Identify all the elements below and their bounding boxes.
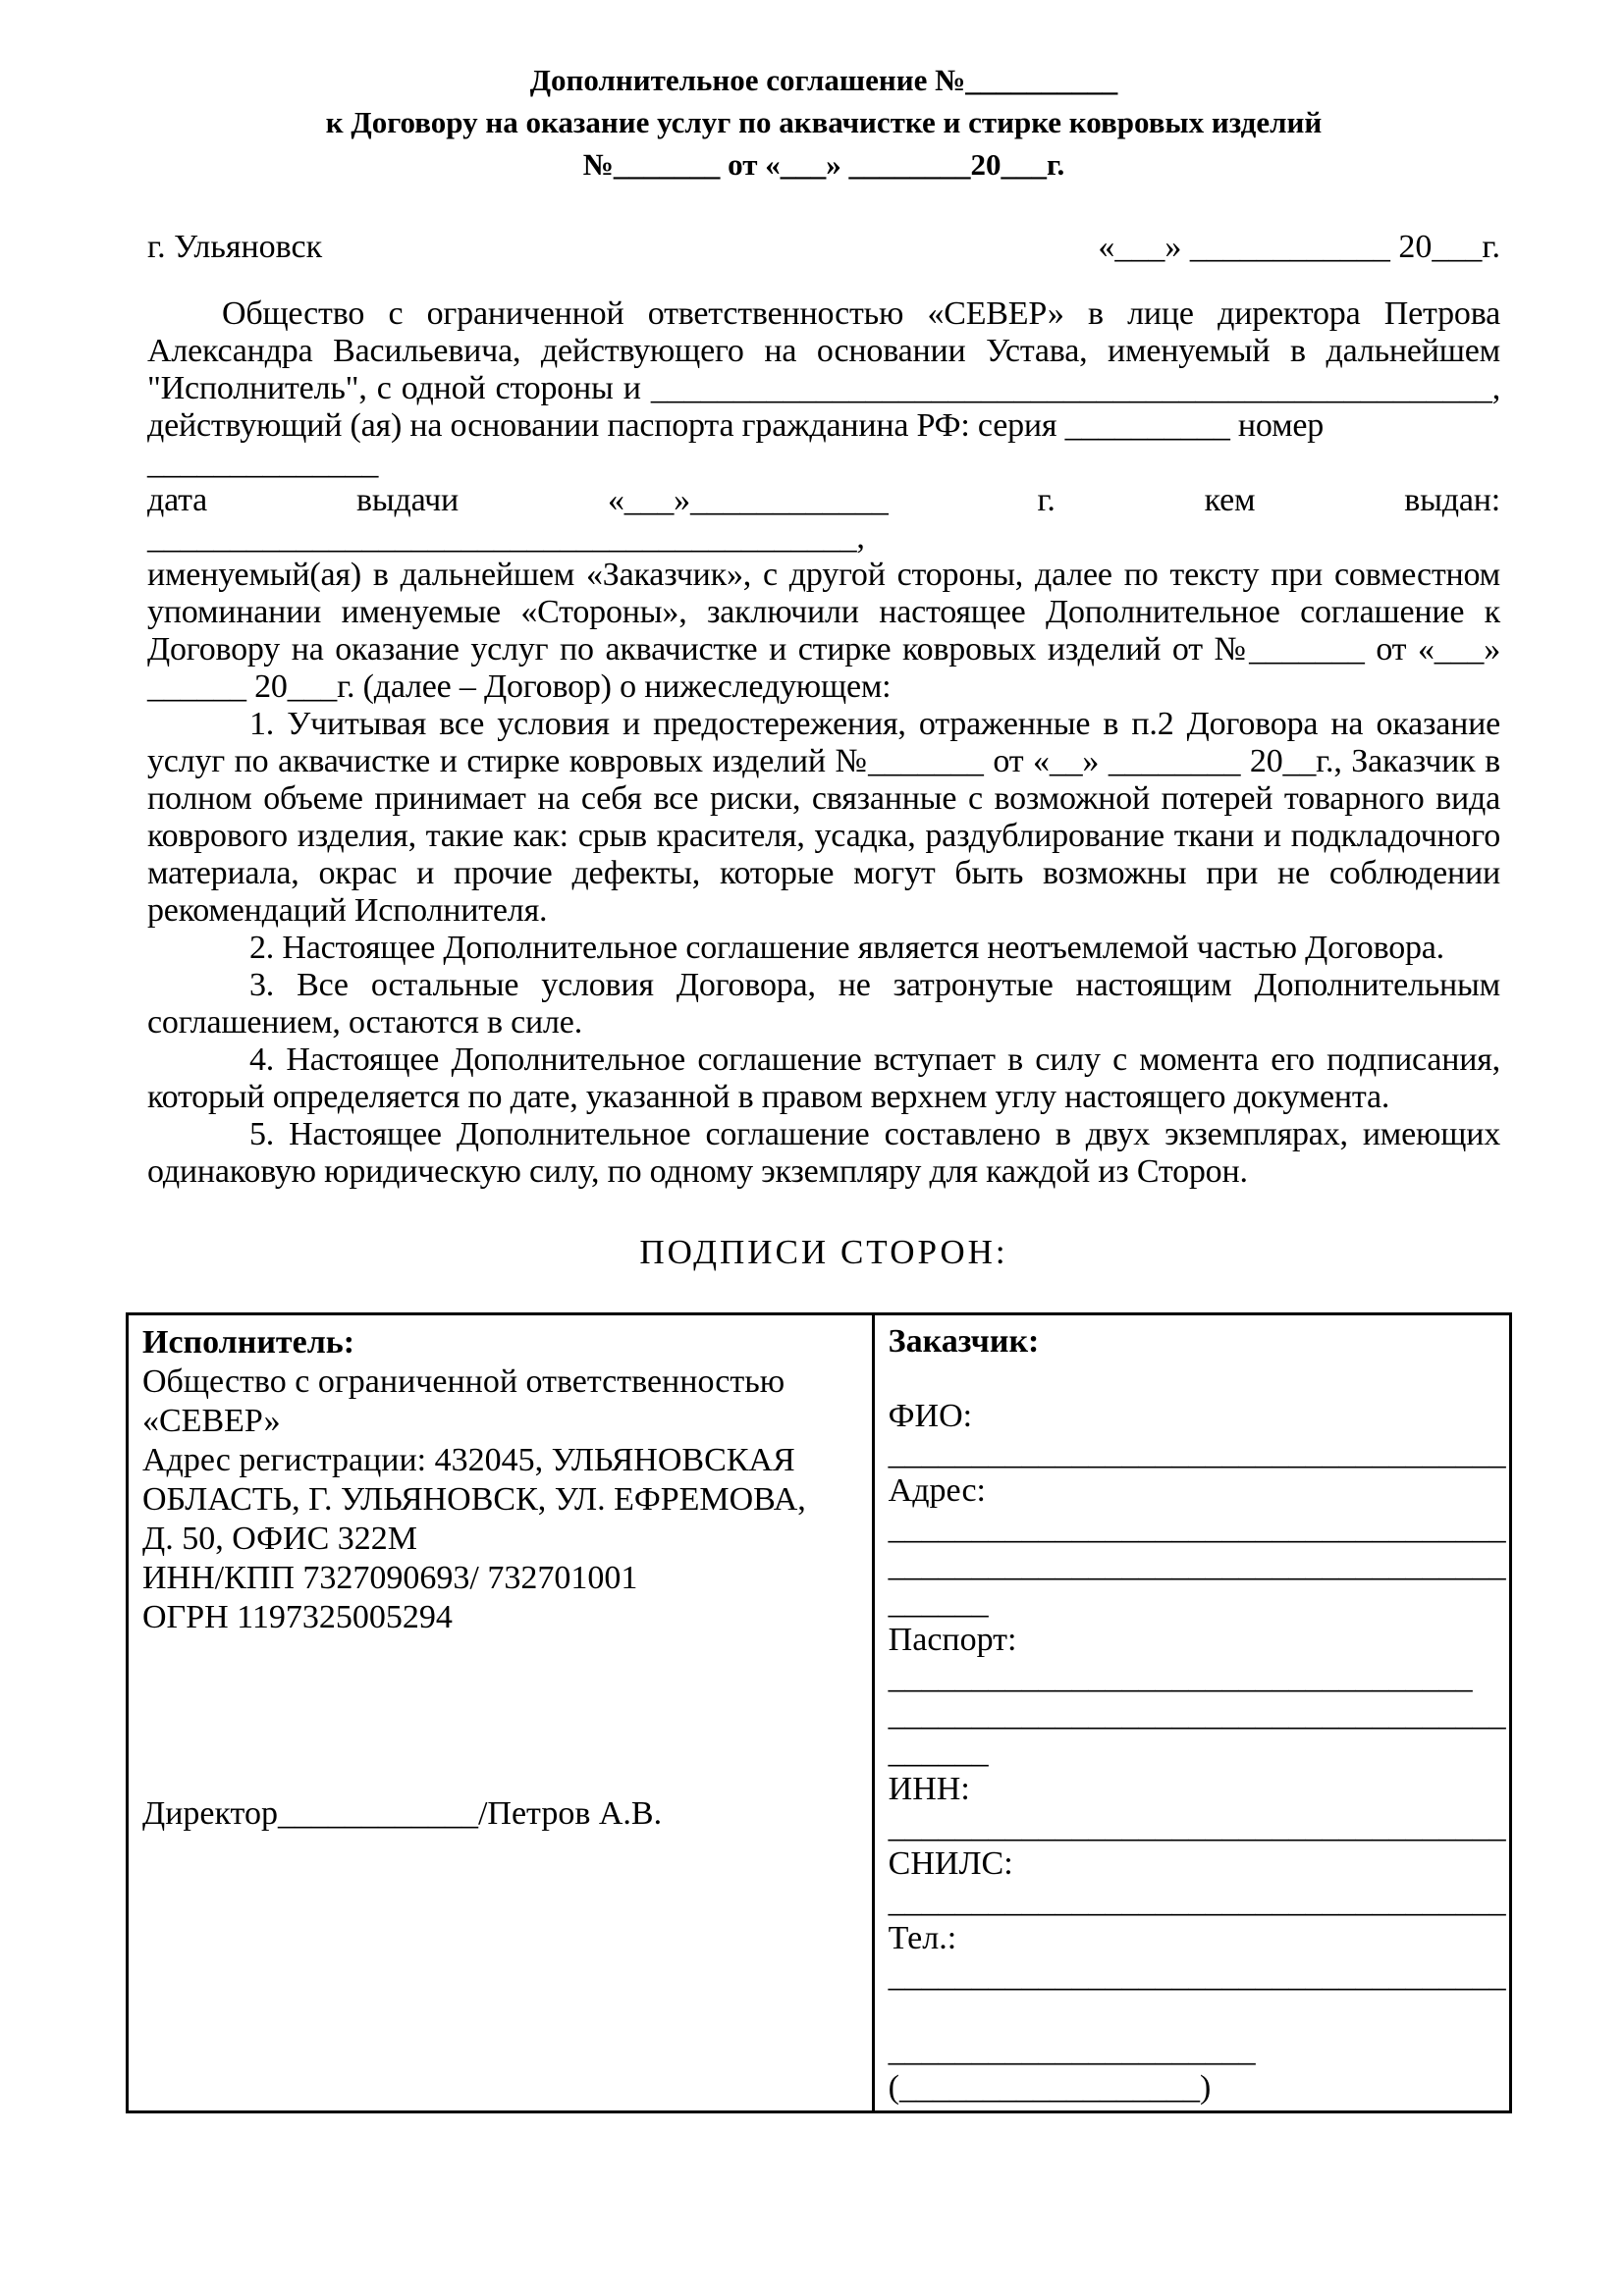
- customer-line: СНИЛС:: [888, 1845, 1013, 1882]
- body-line: "Исполнитель", с одной стороны и ___________________________________________________,: [147, 370, 1500, 406]
- customer-line: [889, 1995, 1499, 2032]
- executor-line: ИНН/КПП 7327090693/ 732701001: [142, 1560, 638, 1596]
- executor-line: [142, 1755, 862, 1794]
- customer-line: ИНН:: [888, 1771, 970, 1807]
- executor-line: Директор____________/Петров А.В.: [142, 1795, 663, 1832]
- body-line: Общество с ограниченной ответственностью «СЕВЕР» в лице директора Петрова: [222, 295, 1500, 332]
- body-line: материала, окрас и прочие дефекты, которые могут быть возможны при не соблюдении: [147, 855, 1500, 891]
- body-line: который определяется по дате, указанной в правом верхнем углу настоящего документа.: [147, 1079, 1390, 1115]
- body-line: 5. Настоящее Дополнительное соглашение составлено в двух экземплярах, имеющих: [249, 1116, 1500, 1152]
- document-header: [147, 59, 1500, 186]
- customer-line: ______________________: [888, 2032, 1256, 2068]
- body-line: дата выдачи «___»____________ г. кем выдан: ___________________________________________,: [147, 482, 1500, 556]
- executor-cell: [128, 1314, 874, 2112]
- body-line: действующий (ая) на основании паспорта гражданина РФ: серия __________ номер ______________: [147, 407, 1325, 481]
- body-line: рекомендаций Исполнителя.: [147, 892, 548, 929]
- body-line: Договору на оказание услуг по аквачистке и стирке ковровых изделий от №_______ от «___»: [147, 631, 1500, 667]
- customer-line: (__________________): [888, 2069, 1212, 2106]
- customer-line: _____________________________________: [888, 1883, 1506, 1919]
- body-line: 2. Настоящее Дополнительное соглашение является неотъемлемой частью Договора.: [249, 930, 1444, 966]
- body-line: 4. Настоящее Дополнительное соглашение вступает в силу с момента его подписания,: [249, 1041, 1500, 1078]
- body-line: ______ 20___г. (далее – Договор) о нижеследующем:: [147, 668, 892, 705]
- customer-line: _____________________________________: [888, 1435, 1506, 1471]
- body-line: соглашением, остаются в силе.: [147, 1004, 582, 1041]
- executor-line: Исполнитель:: [142, 1324, 355, 1361]
- customer-line: _____________________________________: [888, 1696, 1506, 1733]
- customer-line: _____________________________________: [888, 1808, 1506, 1844]
- customer-line: ФИО:: [888, 1398, 973, 1434]
- document-title-line: к Договору на оказание услуг по аквачистке и стирке ковровых изделий: [325, 105, 1323, 139]
- executor-line: [142, 1716, 862, 1755]
- customer-line: _____________________________________: [888, 1510, 1506, 1546]
- signatures-heading: ПОДПИСИ СТОРОН:: [639, 1233, 1008, 1271]
- agreement-body: [147, 295, 1500, 1191]
- customer-line: ______: [888, 1584, 989, 1621]
- customer-line: Тел.:: [888, 1920, 957, 1956]
- customer-line: ______: [888, 1734, 989, 1770]
- body-line: именуемый(ая) в дальнейшем «Заказчик», с другой стороны, далее по тексту при совместном: [147, 557, 1500, 593]
- executor-line: [142, 1677, 862, 1716]
- executor-line: Адрес регистрации: 432045, УЛЬЯНОВСКАЯ: [142, 1442, 795, 1478]
- document-title-line: Дополнительное соглашение №__________: [529, 63, 1118, 97]
- signatures-table: [126, 1312, 1512, 2113]
- body-line: одинаковую юридическую силу, по одному экземпляру для каждой из Сторон.: [147, 1153, 1248, 1190]
- body-line: услуг по аквачистке и стирке ковровых изделий №_______ от «__» ________ 20__г., Заказчик в: [147, 743, 1500, 779]
- body-line: упоминании именуемые «Стороны», заключили настоящее Дополнительное соглашение к: [147, 594, 1500, 630]
- customer-line: Паспорт:: [888, 1622, 1017, 1658]
- executor-line: ОГРН 1197325005294: [142, 1599, 453, 1635]
- customer-cell: [873, 1314, 1510, 2112]
- date-blank: «___» ____________ 20___г.: [1098, 229, 1500, 265]
- executor-line: Общество с ограниченной ответственностью: [142, 1363, 785, 1400]
- customer-line: Адрес:: [888, 1472, 986, 1509]
- body-line: 1. Учитывая все условия и предостережения, отраженные в п.2 Договора на оказание: [249, 706, 1500, 742]
- customer-line: _____________________________________: [888, 1547, 1506, 1583]
- customer-line: Заказчик:: [888, 1323, 1040, 1360]
- executor-line: «СЕВЕР»: [142, 1403, 281, 1439]
- executor-line: [142, 1637, 862, 1677]
- customer-line: ___________________________________: [888, 1659, 1473, 1695]
- city-label: г. Ульяновск: [147, 229, 323, 265]
- city-date-row: [147, 229, 1500, 266]
- body-line: 3. Все остальные условия Договора, не затронутые настоящим Дополнительным: [249, 967, 1500, 1003]
- executor-line: ОБЛАСТЬ, Г. УЛЬЯНОВСК, УЛ. ЕФРЕМОВА,: [142, 1481, 806, 1518]
- executor-line: Д. 50, ОФИС 322М: [142, 1521, 417, 1557]
- body-line: полном объеме принимает на себя все риски, связанные с возможной потерей товарного вида: [147, 780, 1500, 817]
- customer-line: [889, 1361, 1499, 1398]
- signatures-table-row: [128, 1314, 1511, 2112]
- document-title-line: №_______ от «___» ________20___г.: [582, 147, 1065, 182]
- body-line: Александра Васильевича, действующего на основании Устава, именуемый в дальнейшем: [147, 333, 1500, 369]
- customer-line: _____________________________________: [888, 1957, 1506, 1994]
- body-line: коврового изделия, такие как: срыв красителя, усадка, раздублирование ткани и подкладочного: [147, 818, 1500, 854]
